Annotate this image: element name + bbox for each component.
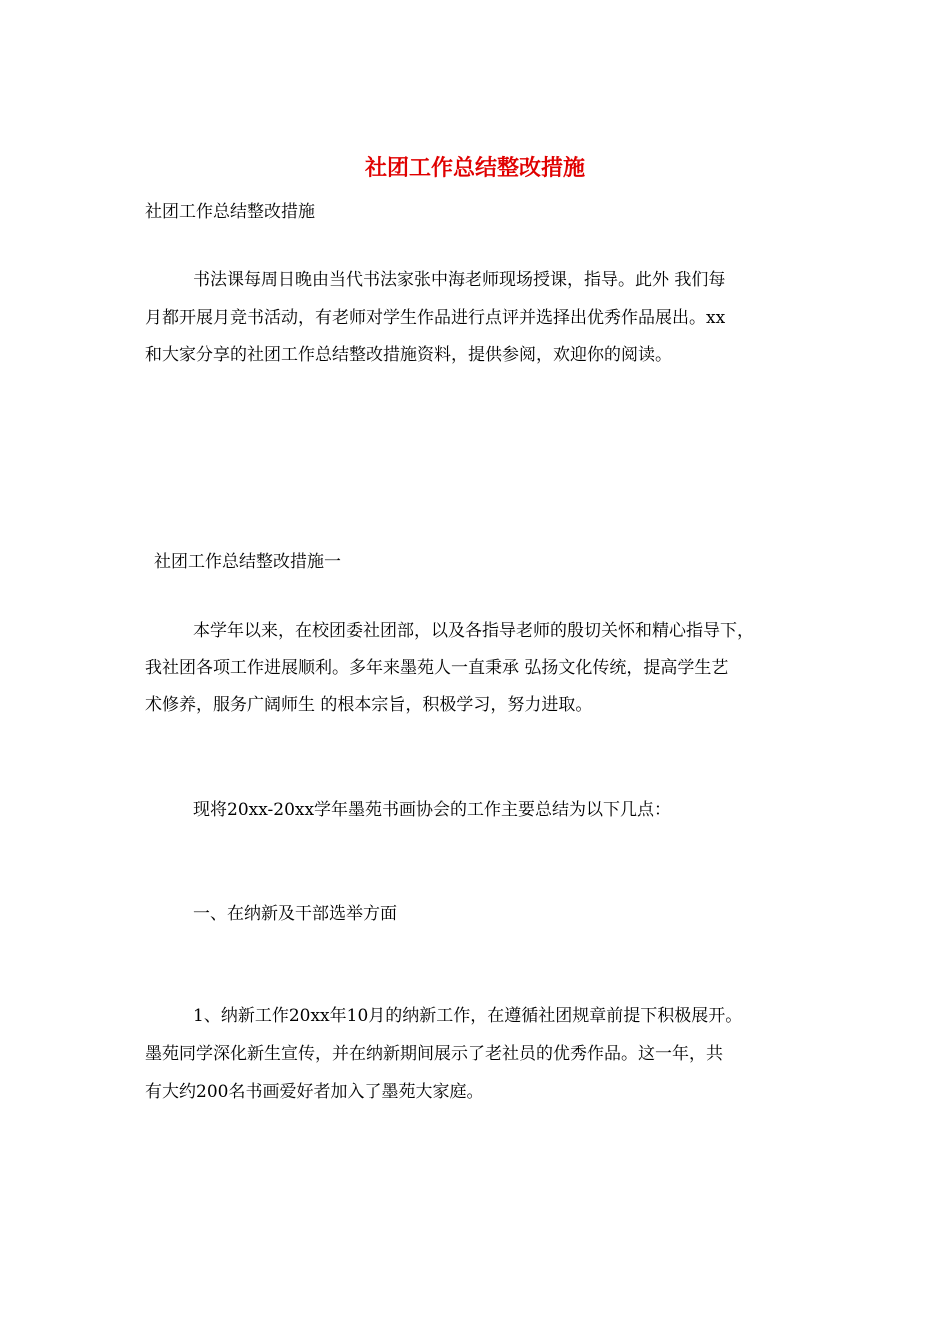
- paragraph1-line-2: 我社团各项工作进展顺利。多年来墨苑人一直秉承 弘扬文化传统，提高学生艺: [145, 658, 729, 678]
- section-heading: 社团工作总结整改措施一: [154, 552, 341, 572]
- paragraph2: 现将20xx-20xx学年墨苑书画协会的工作主要总结为以下几点：: [193, 800, 672, 820]
- point1-body-line-1: 1、纳新工作20xx年10月的纳新工作，在遵循社团规章前提下积极展开。: [193, 1006, 743, 1026]
- point1-body-line-2: 墨苑同学深化新生宣传，并在纳新期间展示了老社员的优秀作品。这一年，共: [145, 1044, 723, 1064]
- intro-line-1: 书法课每周日晚由当代书法家张中海老师现场授课，指导。此外 我们每: [193, 270, 726, 290]
- paragraph1-line-3: 术修养，服务广阔师生 的根本宗旨，积极学习，努力进取。: [145, 695, 593, 715]
- intro-line-3: 和大家分享的社团工作总结整改措施资料，提供参阅，欢迎你的阅读。: [145, 345, 672, 365]
- point1-heading: 一、在纳新及干部选举方面: [193, 904, 397, 924]
- intro-line-2: 月都开展月竞书活动，有老师对学生作品进行点评并选择出优秀作品展出。xx: [145, 308, 726, 328]
- point1-body-line-3: 有大约200名书画爱好者加入了墨苑大家庭。: [145, 1082, 484, 1102]
- document-title: 社团工作总结整改措施: [364, 155, 585, 181]
- document-subtitle: 社团工作总结整改措施: [145, 202, 315, 222]
- paragraph1-line-1: 本学年以来，在校团委社团部，以及各指导老师的殷切关怀和精心指导下，: [193, 621, 754, 641]
